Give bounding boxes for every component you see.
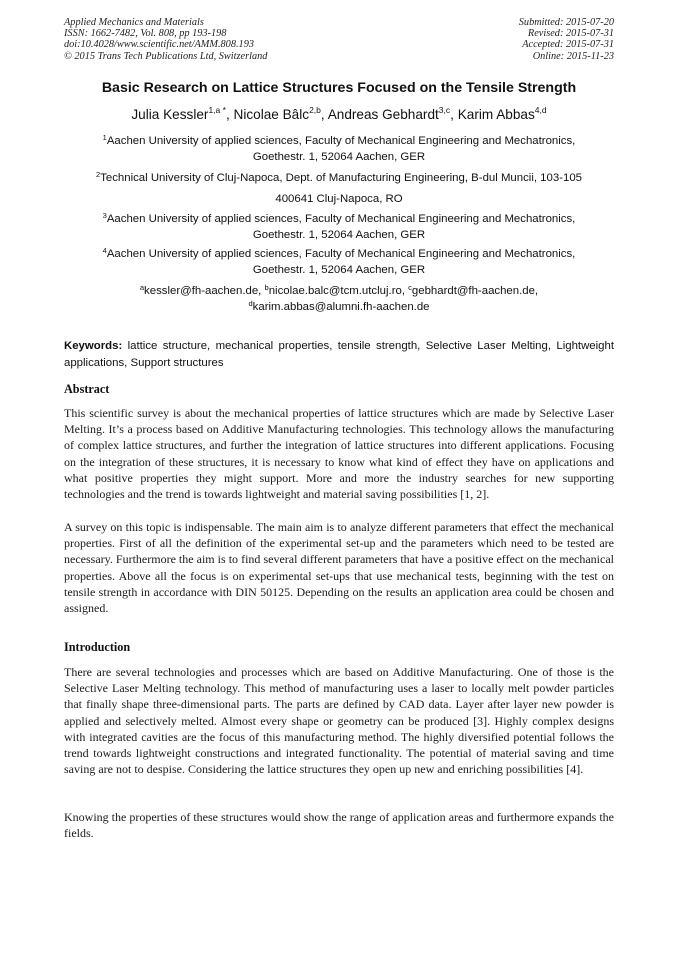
online-date: Online: 2015-11-23 (532, 50, 614, 62)
revised-date: Revised: 2015-07-31 (527, 28, 614, 40)
abstract-paragraph-1: This scientific survey is about the mechanical properties of lattice structures which are made by Selective Laser Melting. It’s a process based on Additive Manufacturing technologies. This technology allows the manufacturing of complex lattice structures, and further the integration of lattice structures into different applications. Focusing on the integration of these structures, it is necessary to know what kind of effect they have on applications and what positive properties they might support. More and more the industry searches for new supporting technologies and the trend is towards lightweight and material saving possibilities [1, 2]. (64, 406, 614, 502)
affiliation-line: 400641 Cluj-Napoca, RO (275, 193, 403, 205)
affiliation-2 (60, 171, 618, 187)
affiliation-3 (64, 212, 614, 243)
doi-line: doi:10.4028/www.scientific.net/AMM.808.193 (64, 39, 254, 51)
submitted-date: Submitted: 2015-07-20 (518, 17, 614, 28)
author-superscript: 1,a * (208, 105, 226, 115)
introduction-heading: Introduction (64, 640, 131, 654)
email-superscript: b (264, 283, 269, 292)
email-address: nicolae.balc@tcm.utcluj.ro, (268, 285, 409, 297)
affiliation-line: Technical University of Cluj-Napoca, Dept. of Manufacturing Engineering, B-dul Muncii, 103-105 (100, 172, 582, 184)
affiliation-number: 1 (102, 133, 107, 142)
copyright-line: © 2015 Trans Tech Publications Ltd, Switzerland (64, 50, 268, 62)
email-superscript: a (139, 283, 145, 292)
affiliation-line: Aachen University of applied sciences, Faculty of Mechanical Engineering and Mechatronics, (106, 135, 576, 147)
author-list (0, 107, 678, 122)
author-separator: , (225, 107, 234, 122)
affiliation-line: Goethestr. 1, 52064 Aachen, GER (252, 263, 426, 276)
email-address: kessler@fh-aachen.de, (144, 285, 265, 297)
author-separator: , (450, 107, 458, 122)
journal-name: Applied Mechanics and Materials (64, 17, 204, 28)
author-name: Andreas Gebhardt (327, 107, 439, 122)
affiliation-line: Aachen University of applied sciences, Faculty of Mechanical Engineering and Mechatronics, (106, 213, 576, 225)
affiliation-number: 3 (102, 211, 107, 220)
affiliation-line: Aachen University of applied sciences, Faculty of Mechanical Engineering and Mechatronics, (106, 248, 576, 260)
author-name: Nicolae Bâlc (233, 107, 310, 122)
author-separator: , (320, 107, 328, 122)
affiliation-line: Goethestr. 1, 52064 Aachen, GER (252, 150, 426, 163)
affiliation-4 (64, 247, 614, 278)
introduction-paragraph-2: Knowing the properties of these structures would show the range of application areas and furthermore expands the fields. (64, 810, 614, 841)
email-superscript: d (248, 298, 253, 308)
introduction-paragraph-1: There are several technologies and processes which are based on Additive Manufacturing. One of those is the Selective Laser Melting technology. This method of manufacturing uses a laser to locally melt powder particles that finally shape three-dimensional parts. The parts are defined by CAD data. Layer after layer new powder is applied and selectively melted. Almost every shape or geometry can be produced [3]. Highly complex designs with integrated cavities are the focus of this manufacturing method. The highly diversified potential follows the trend towards lightweight constructions and integrated functionality. The potential of material saving and time saving are not to despise. Considering the lattice structures they open up new and enriching possibilities [4]. (64, 665, 614, 777)
keywords (64, 338, 614, 371)
email-address: gebhardt@fh-aachen.de, (411, 285, 539, 297)
affiliation-2-city (64, 192, 614, 208)
email-superscript: c (408, 283, 412, 292)
author-superscript: 3,c (438, 105, 451, 115)
affiliation-number: 2 (96, 170, 101, 179)
author-superscript: 2,b (309, 105, 321, 115)
journal-info (64, 17, 267, 62)
author-name: Karim Abbas (457, 107, 535, 122)
keywords-label: Keywords: (64, 340, 123, 352)
email-list (64, 284, 614, 315)
keywords-text: lattice structure, mechanical properties, tensile strength, Selective Laser Melting, Lightweight applications, Support structures (64, 340, 614, 369)
email-address: karim.abbas@alumni.fh-aachen.de (252, 300, 430, 313)
affiliation-1 (64, 134, 614, 165)
accepted-date: Accepted: 2015-07-31 (522, 39, 614, 51)
affiliation-line: Goethestr. 1, 52064 Aachen, GER (252, 228, 426, 241)
abstract-heading: Abstract (64, 382, 110, 396)
issn-line: ISSN: 1662-7482, Vol. 808, pp 193-198 (64, 28, 227, 40)
author-superscript: 4,d (534, 105, 547, 115)
affiliation-number: 4 (102, 246, 107, 255)
abstract-paragraph-2: A survey on this topic is indispensable. The main aim is to analyze different parameters that effect the mechanical properties. First of all the definition of the experimental set-up and the parameters which need to be tested are necessary. Furthermore the aim is to find several different parameters that have a positive effect on the mechanical properties. Above all the focus is on experimental set-ups that use mechanical tests, beginning with the test on tensile strength in accordance with DIN 50125. Depending on the results an application area could be chosen and assigned. (64, 520, 614, 616)
paper-title: Basic Research on Lattice Structures Focused on the Tensile Strength (101, 80, 577, 96)
dates-info (519, 17, 614, 62)
author-name: Julia Kessler (131, 107, 209, 122)
